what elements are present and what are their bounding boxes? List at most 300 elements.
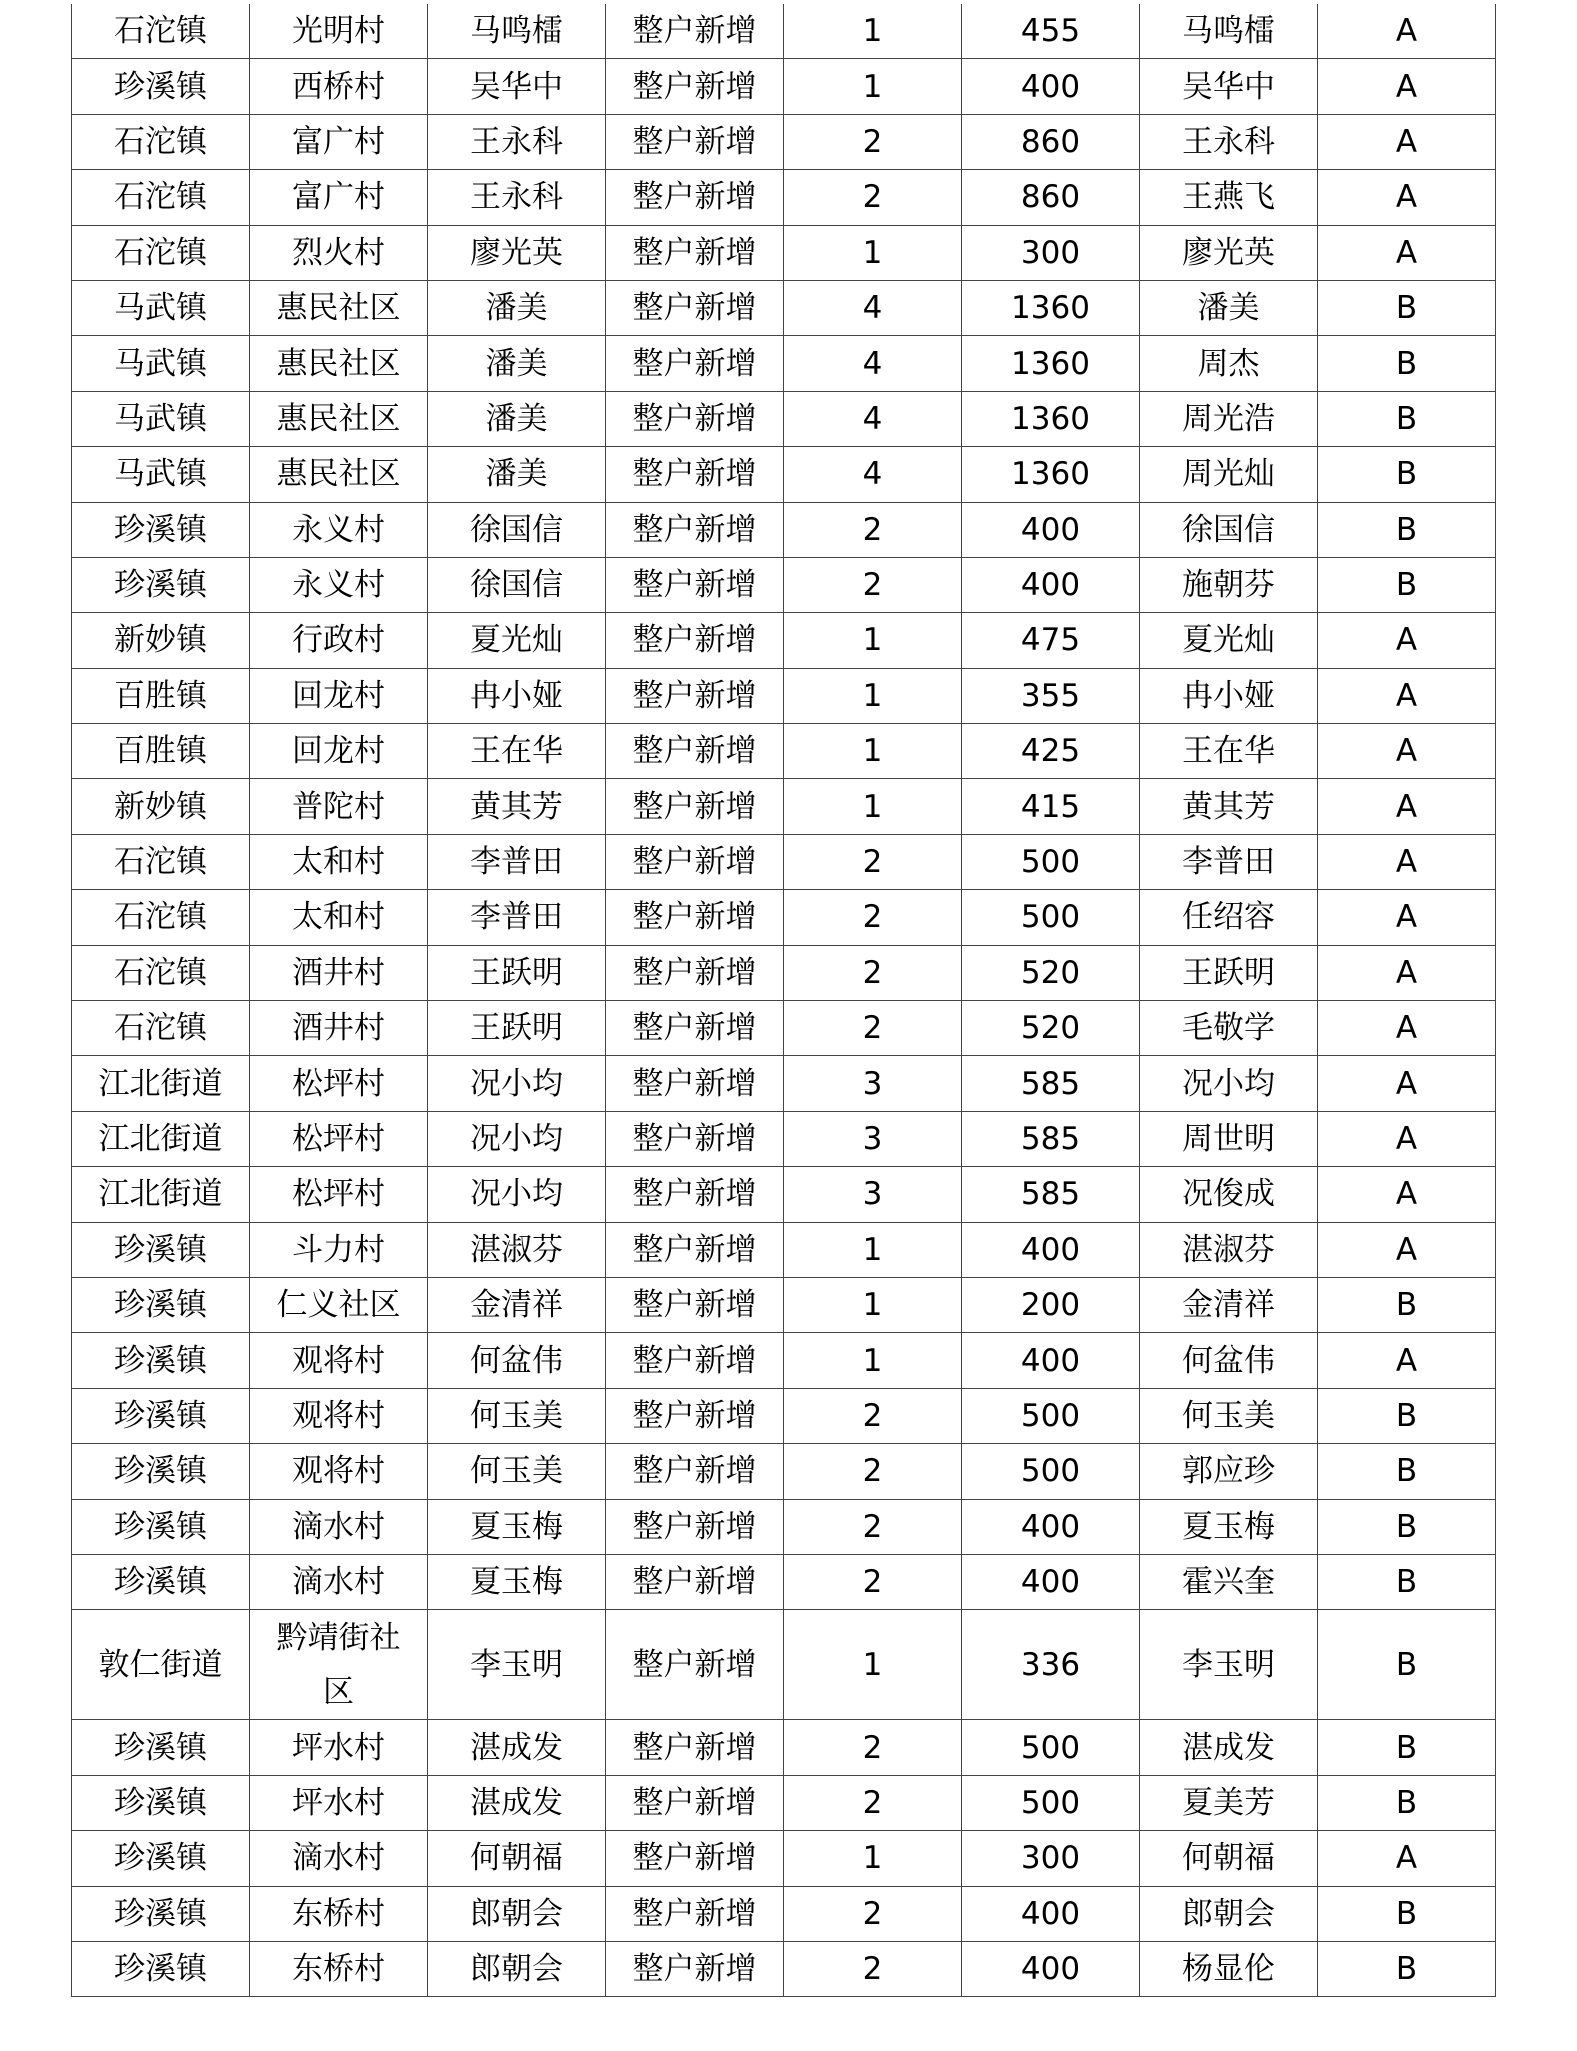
amount-cell: 1360 [962,391,1140,446]
change-type-cell: 整户新增 [606,1499,784,1554]
member-name-cell: 任绍容 [1140,890,1318,945]
change-type-cell: 整户新增 [606,1388,784,1443]
amount-cell: 500 [962,834,1140,889]
amount-cell: 400 [962,59,1140,114]
member-name-cell: 何朝福 [1140,1831,1318,1886]
head-of-household-cell: 湛成发 [428,1775,606,1830]
table-row [72,1775,1496,1830]
household-size-cell: 1 [784,225,962,280]
member-name-cell: 王燕飞 [1140,170,1318,225]
head-of-household-cell: 李普田 [428,890,606,945]
town-cell: 珍溪镇 [72,1333,250,1388]
household-size-cell: 1 [784,4,962,59]
amount-cell: 1360 [962,280,1140,335]
category-cell: A [1318,890,1496,945]
table-row [72,557,1496,612]
town-cell: 马武镇 [72,336,250,391]
head-of-household-cell: 湛成发 [428,1720,606,1775]
change-type-cell: 整户新增 [606,170,784,225]
village-cell [250,1610,428,1720]
category-cell: A [1318,225,1496,280]
category-cell: B [1318,336,1496,391]
change-type-cell: 整户新增 [606,613,784,668]
village-cell: 坪水村 [250,1720,428,1775]
category-cell: A [1318,4,1496,59]
head-of-household-cell: 潘美 [428,336,606,391]
table-row [72,502,1496,557]
village-cell-line: 区 [323,1673,354,1710]
member-name-cell: 周光灿 [1140,447,1318,502]
town-cell: 马武镇 [72,280,250,335]
table-row [72,336,1496,391]
household-size-cell: 4 [784,391,962,446]
village-cell: 永义村 [250,502,428,557]
town-cell: 石沱镇 [72,834,250,889]
change-type-cell: 整户新增 [606,1941,784,1996]
change-type-cell: 整户新增 [606,945,784,1000]
village-cell: 松坪村 [250,1056,428,1111]
category-cell: B [1318,1720,1496,1775]
town-cell: 石沱镇 [72,1001,250,1056]
household-size-cell: 2 [784,1001,962,1056]
member-name-cell: 夏玉梅 [1140,1499,1318,1554]
town-cell: 江北街道 [72,1056,250,1111]
member-name-cell: 王永科 [1140,114,1318,169]
head-of-household-cell: 李玉明 [428,1610,606,1720]
change-type-cell: 整户新增 [606,1222,784,1277]
table-row [72,724,1496,779]
town-cell: 新妙镇 [72,613,250,668]
member-name-cell: 何玉美 [1140,1388,1318,1443]
member-name-cell: 周杰 [1140,336,1318,391]
amount-cell: 860 [962,114,1140,169]
town-cell: 石沱镇 [72,4,250,59]
household-size-cell: 2 [784,1886,962,1941]
amount-cell: 400 [962,1554,1140,1609]
village-cell: 永义村 [250,557,428,612]
village-cell: 滴水村 [250,1499,428,1554]
category-cell: B [1318,1886,1496,1941]
village-cell: 松坪村 [250,1167,428,1222]
household-size-cell: 2 [784,1775,962,1830]
household-size-cell: 1 [784,59,962,114]
table-row [72,1831,1496,1886]
category-cell: A [1318,779,1496,834]
village-cell: 坪水村 [250,1775,428,1830]
household-size-cell: 2 [784,1388,962,1443]
village-cell: 富广村 [250,170,428,225]
household-size-cell: 4 [784,447,962,502]
table-row [72,1941,1496,1996]
household-size-cell: 1 [784,1333,962,1388]
table-row [72,114,1496,169]
change-type-cell: 整户新增 [606,502,784,557]
town-cell: 新妙镇 [72,779,250,834]
amount-cell: 425 [962,724,1140,779]
village-cell: 普陀村 [250,779,428,834]
village-cell: 惠民社区 [250,447,428,502]
amount-cell: 455 [962,4,1140,59]
town-cell: 百胜镇 [72,668,250,723]
village-cell: 太和村 [250,890,428,945]
head-of-household-cell: 况小均 [428,1167,606,1222]
member-name-cell: 郎朝会 [1140,1886,1318,1941]
amount-cell: 400 [962,1499,1140,1554]
household-size-cell: 1 [784,668,962,723]
town-cell: 珍溪镇 [72,1499,250,1554]
town-cell: 珍溪镇 [72,1444,250,1499]
change-type-cell: 整户新增 [606,59,784,114]
category-cell: B [1318,1554,1496,1609]
category-cell: B [1318,1775,1496,1830]
head-of-household-cell: 马鸣檑 [428,4,606,59]
amount-cell: 300 [962,225,1140,280]
head-of-household-cell: 王永科 [428,114,606,169]
change-type-cell: 整户新增 [606,225,784,280]
amount-cell: 355 [962,668,1140,723]
town-cell: 珍溪镇 [72,1388,250,1443]
category-cell: B [1318,1499,1496,1554]
head-of-household-cell: 冉小娅 [428,668,606,723]
change-type-cell: 整户新增 [606,668,784,723]
amount-cell: 1360 [962,336,1140,391]
change-type-cell: 整户新增 [606,4,784,59]
village-cell: 惠民社区 [250,280,428,335]
town-cell: 珍溪镇 [72,1775,250,1830]
village-cell: 光明村 [250,4,428,59]
village-cell: 东桥村 [250,1886,428,1941]
head-of-household-cell: 王永科 [428,170,606,225]
category-cell: B [1318,1610,1496,1720]
amount-cell: 400 [962,1941,1140,1996]
amount-cell: 860 [962,170,1140,225]
member-name-cell: 霍兴奎 [1140,1554,1318,1609]
head-of-household-cell: 夏玉梅 [428,1499,606,1554]
change-type-cell: 整户新增 [606,1111,784,1166]
amount-cell: 200 [962,1277,1140,1332]
category-cell: A [1318,170,1496,225]
town-cell: 马武镇 [72,447,250,502]
member-name-cell: 毛敬学 [1140,1001,1318,1056]
category-cell: A [1318,1831,1496,1886]
town-cell: 江北街道 [72,1111,250,1166]
change-type-cell: 整户新增 [606,779,784,834]
amount-cell: 500 [962,1720,1140,1775]
category-cell: B [1318,280,1496,335]
category-cell: A [1318,59,1496,114]
household-size-cell: 1 [784,1831,962,1886]
member-name-cell: 夏光灿 [1140,613,1318,668]
category-cell: A [1318,1333,1496,1388]
village-cell: 酒井村 [250,1001,428,1056]
village-cell: 东桥村 [250,1941,428,1996]
head-of-household-cell: 何玉美 [428,1444,606,1499]
member-name-cell: 廖光英 [1140,225,1318,280]
head-of-household-cell: 湛淑芬 [428,1222,606,1277]
member-name-cell: 马鸣檑 [1140,4,1318,59]
change-type-cell: 整户新增 [606,890,784,945]
amount-cell: 400 [962,1333,1140,1388]
member-name-cell: 黄其芳 [1140,779,1318,834]
change-type-cell: 整户新增 [606,1333,784,1388]
amount-cell: 400 [962,557,1140,612]
table-row [72,1277,1496,1332]
amount-cell: 415 [962,779,1140,834]
town-cell: 石沱镇 [72,170,250,225]
member-name-cell: 湛成发 [1140,1720,1318,1775]
village-cell: 观将村 [250,1333,428,1388]
category-cell: B [1318,557,1496,612]
category-cell: B [1318,1444,1496,1499]
change-type-cell: 整户新增 [606,114,784,169]
table-row [72,1554,1496,1609]
head-of-household-cell: 吴华中 [428,59,606,114]
member-name-cell: 郭应珍 [1140,1444,1318,1499]
head-of-household-cell: 况小均 [428,1056,606,1111]
category-cell: A [1318,1111,1496,1166]
category-cell: A [1318,1001,1496,1056]
table-row [72,59,1496,114]
household-size-cell: 2 [784,170,962,225]
amount-cell: 500 [962,1444,1140,1499]
member-name-cell: 李普田 [1140,834,1318,889]
town-cell: 珍溪镇 [72,59,250,114]
town-cell: 珍溪镇 [72,1720,250,1775]
table-row [72,391,1496,446]
village-cell: 松坪村 [250,1111,428,1166]
table-row [72,779,1496,834]
category-cell: A [1318,1056,1496,1111]
table-row [72,4,1496,59]
amount-cell: 585 [962,1056,1140,1111]
village-cell: 惠民社区 [250,391,428,446]
household-size-cell: 3 [784,1111,962,1166]
town-cell: 珍溪镇 [72,1941,250,1996]
town-cell: 江北街道 [72,1167,250,1222]
category-cell: A [1318,1222,1496,1277]
household-size-cell: 2 [784,945,962,1000]
member-name-cell: 湛淑芬 [1140,1222,1318,1277]
amount-cell: 400 [962,1222,1140,1277]
member-name-cell: 冉小娅 [1140,668,1318,723]
change-type-cell: 整户新增 [606,1554,784,1609]
amount-cell: 400 [962,502,1140,557]
category-cell: A [1318,668,1496,723]
head-of-household-cell: 何朝福 [428,1831,606,1886]
household-size-cell: 1 [784,1277,962,1332]
household-size-cell: 4 [784,336,962,391]
amount-cell: 336 [962,1610,1140,1720]
village-cell: 行政村 [250,613,428,668]
category-cell: B [1318,1277,1496,1332]
village-cell: 仁义社区 [250,1277,428,1332]
change-type-cell: 整户新增 [606,1277,784,1332]
town-cell: 珍溪镇 [72,1277,250,1332]
change-type-cell: 整户新增 [606,1775,784,1830]
member-name-cell: 吴华中 [1140,59,1318,114]
village-cell: 观将村 [250,1388,428,1443]
member-name-cell: 周世明 [1140,1111,1318,1166]
town-cell: 百胜镇 [72,724,250,779]
member-name-cell: 潘美 [1140,280,1318,335]
table-row [72,834,1496,889]
household-size-cell: 2 [784,890,962,945]
table-row [72,1222,1496,1277]
category-cell: A [1318,114,1496,169]
amount-cell: 520 [962,945,1140,1000]
town-cell: 珍溪镇 [72,1886,250,1941]
table-row [72,1610,1496,1720]
head-of-household-cell: 徐国信 [428,557,606,612]
amount-cell: 585 [962,1167,1140,1222]
head-of-household-cell: 潘美 [428,280,606,335]
village-cell: 回龙村 [250,668,428,723]
town-cell: 珍溪镇 [72,502,250,557]
amount-cell: 520 [962,1001,1140,1056]
member-name-cell: 况俊成 [1140,1167,1318,1222]
household-size-cell: 2 [784,834,962,889]
change-type-cell: 整户新增 [606,834,784,889]
change-type-cell: 整户新增 [606,724,784,779]
table-row [72,1056,1496,1111]
household-size-cell: 2 [784,502,962,557]
head-of-household-cell: 郎朝会 [428,1941,606,1996]
table-row [72,1720,1496,1775]
town-cell: 石沱镇 [72,225,250,280]
beneficiary-table [71,4,1496,1997]
table-row [72,1001,1496,1056]
change-type-cell: 整户新增 [606,280,784,335]
category-cell: A [1318,945,1496,1000]
category-cell: A [1318,1167,1496,1222]
member-name-cell: 施朝芬 [1140,557,1318,612]
household-size-cell: 1 [784,1222,962,1277]
table-row [72,1167,1496,1222]
member-name-cell: 金清祥 [1140,1277,1318,1332]
change-type-cell: 整户新增 [606,336,784,391]
head-of-household-cell: 李普田 [428,834,606,889]
village-cell: 滴水村 [250,1831,428,1886]
household-size-cell: 2 [784,114,962,169]
town-cell: 马武镇 [72,391,250,446]
table-row [72,613,1496,668]
head-of-household-cell: 王跃明 [428,1001,606,1056]
village-cell: 富广村 [250,114,428,169]
head-of-household-cell: 王跃明 [428,945,606,1000]
table-row [72,1886,1496,1941]
category-cell: B [1318,1941,1496,1996]
change-type-cell: 整户新增 [606,1167,784,1222]
village-cell: 滴水村 [250,1554,428,1609]
table-row [72,447,1496,502]
head-of-household-cell: 金清祥 [428,1277,606,1332]
amount-cell: 500 [962,1388,1140,1443]
village-cell: 惠民社区 [250,336,428,391]
household-size-cell: 3 [784,1167,962,1222]
table-row [72,1388,1496,1443]
household-size-cell: 2 [784,1554,962,1609]
head-of-household-cell: 郎朝会 [428,1886,606,1941]
town-cell: 珍溪镇 [72,557,250,612]
change-type-cell: 整户新增 [606,557,784,612]
amount-cell: 1360 [962,447,1140,502]
member-name-cell: 杨显伦 [1140,1941,1318,1996]
head-of-household-cell: 何玉美 [428,1388,606,1443]
town-cell: 石沱镇 [72,945,250,1000]
household-size-cell: 1 [784,613,962,668]
table-row [72,1111,1496,1166]
village-cell: 西桥村 [250,59,428,114]
head-of-household-cell: 黄其芳 [428,779,606,834]
member-name-cell: 王跃明 [1140,945,1318,1000]
household-size-cell: 1 [784,1610,962,1720]
household-size-cell: 2 [784,1720,962,1775]
amount-cell: 500 [962,890,1140,945]
table-row [72,170,1496,225]
change-type-cell: 整户新增 [606,1831,784,1886]
head-of-household-cell: 夏玉梅 [428,1554,606,1609]
household-size-cell: 2 [784,557,962,612]
member-name-cell: 周光浩 [1140,391,1318,446]
category-cell: B [1318,502,1496,557]
household-size-cell: 2 [784,1444,962,1499]
head-of-household-cell: 徐国信 [428,502,606,557]
category-cell: B [1318,391,1496,446]
village-cell-line: 黔靖街社 [276,1619,401,1656]
household-size-cell: 2 [784,1941,962,1996]
change-type-cell: 整户新增 [606,1056,784,1111]
town-cell: 珍溪镇 [72,1554,250,1609]
change-type-cell: 整户新增 [606,1720,784,1775]
member-name-cell: 夏美芳 [1140,1775,1318,1830]
head-of-household-cell: 王在华 [428,724,606,779]
head-of-household-cell: 潘美 [428,447,606,502]
village-cell: 回龙村 [250,724,428,779]
village-cell: 酒井村 [250,945,428,1000]
amount-cell: 585 [962,1111,1140,1166]
head-of-household-cell: 廖光英 [428,225,606,280]
member-name-cell: 李玉明 [1140,1610,1318,1720]
table-row [72,225,1496,280]
table-row [72,890,1496,945]
change-type-cell: 整户新增 [606,447,784,502]
household-size-cell: 4 [784,280,962,335]
category-cell: A [1318,724,1496,779]
member-name-cell: 徐国信 [1140,502,1318,557]
town-cell: 石沱镇 [72,114,250,169]
category-cell: A [1318,613,1496,668]
table-row [72,1444,1496,1499]
change-type-cell: 整户新增 [606,1001,784,1056]
household-size-cell: 3 [784,1056,962,1111]
town-cell: 石沱镇 [72,890,250,945]
village-cell: 斗力村 [250,1222,428,1277]
table-row [72,1499,1496,1554]
change-type-cell: 整户新增 [606,1610,784,1720]
table-row [72,1333,1496,1388]
table-row [72,668,1496,723]
head-of-household-cell: 何盆伟 [428,1333,606,1388]
member-name-cell: 王在华 [1140,724,1318,779]
category-cell: B [1318,1388,1496,1443]
household-size-cell: 1 [784,779,962,834]
amount-cell: 500 [962,1775,1140,1830]
village-cell: 太和村 [250,834,428,889]
town-cell: 珍溪镇 [72,1831,250,1886]
town-cell: 敦仁街道 [72,1610,250,1720]
change-type-cell: 整户新增 [606,1444,784,1499]
category-cell: B [1318,447,1496,502]
